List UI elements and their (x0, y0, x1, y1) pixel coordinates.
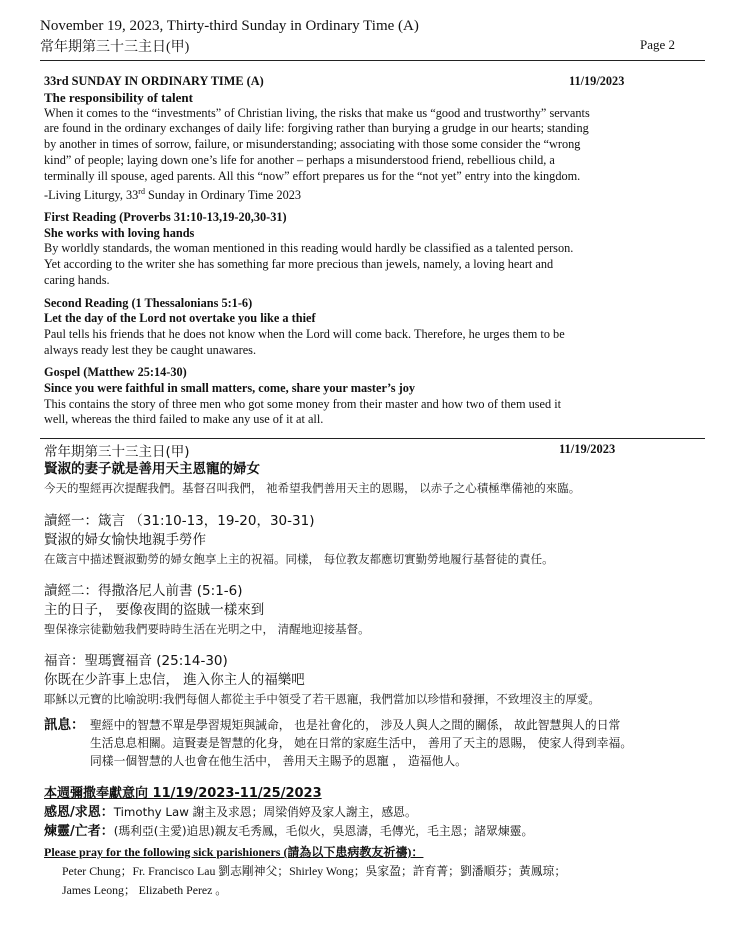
message-label: 訊息： (44, 717, 85, 733)
chinese-gospel-text: 耶穌以元寶的比喻說明:我們每個人都從主手中領受了若干恩寵，我們當加以珍惜和發揮，不致埋沒主的厚愛。 (44, 692, 600, 706)
sick-list-line: James Leong； Elizabeth Perez 。 (62, 883, 228, 897)
intro-line: kind” of people; laying down one’s life for another – perhaps a misunderstood friend, rebellious child, a (44, 152, 555, 167)
second-reading-heading: Second Reading (1 Thessalonians 5:1-6) (44, 295, 253, 310)
first-reading-line: By worldly standards, the woman mentioned in this reading would hardly be classified as a talented person. (44, 241, 574, 256)
chinese-section (44, 441, 708, 708)
message-line: 生活息息相關。這賢妻是智慧的化身， 她在日常的家庭生活中， 善用了天主的恩賜， 使家人得到幸福。 (90, 736, 633, 750)
page-header-chinese-title: 常年期第三十三主日(甲) (40, 40, 190, 55)
intro-line: are found in the ordinary exchanges of daily life: forgiving rather than burying a grudge in our hearts; standing (44, 121, 589, 136)
gospel-subtitle: Since you were faithful in small matters, come, share your master’s joy (44, 381, 416, 396)
souls-label: 煉靈/亡者： (44, 824, 114, 839)
english-intro (44, 106, 708, 185)
intro-line: terminally ill spouse, aged parents. All this “now” effort prepares us for the “not yet” entry into the kingdom. (44, 168, 581, 183)
first-reading-line: caring hands. (44, 272, 110, 287)
second-reading-line: always ready lest they be caught unawares. (44, 342, 257, 357)
chinese-gospel-heading: 福音：聖瑪竇福音 (25:14-30) (44, 653, 228, 669)
chinese-first-reading-subtitle: 賢淑的婦女愉快地親手勞作 (44, 532, 206, 548)
intentions-heading: 本週彌撒奉獻意向 11/19/2023-11/25/2023 (44, 786, 322, 801)
first-reading-line: Yet according to the writer she has something far more precious than jewels, namely, a loving heart and (44, 257, 554, 272)
thanks-label: 感恩/求恩： (44, 805, 114, 820)
message-body (90, 716, 708, 770)
section-divider (40, 438, 705, 439)
chinese-first-reading-text: 在箴言中描述賢淑勤勞的婦女飽享上主的祝福。同樣， 每位教友都應切實勤勞地履行基督徒的責任。 (44, 552, 554, 566)
chinese-second-reading-heading: 讀經二：得撒洛尼人前書 (5:1-6) (44, 583, 243, 599)
english-section-title: 33rd SUNDAY IN ORDINARY TIME (A) (44, 74, 264, 88)
first-reading-subtitle: She works with loving hands (44, 225, 195, 240)
souls-text: (瑪利亞(主愛)追思)親友毛秀鳳，毛似火，吳恩濤，毛傳光，毛主恩；諸眾煉靈。 (113, 824, 534, 838)
header-divider (40, 60, 705, 61)
page-header-title: November 19, 2023, Thirty-third Sunday in Ordinary Time (A) (40, 18, 419, 34)
sick-heading: Please pray for the following sick parishioners (請為以下患病教友祈禱)： (44, 845, 424, 859)
intro-line: When it comes to the “investments” of Christian living, the risks that make us “good and trustworthy” servants (44, 105, 590, 120)
english-section-date: 11/19/2023 (569, 74, 625, 88)
english-theme: The responsibility of talent (44, 90, 193, 105)
english-source (44, 184, 708, 204)
message-line: 聖經中的智慧不單是學習規矩與誡命， 也是社會化的， 涉及人與人之間的關係， 故此智慧與人的日常 (90, 718, 621, 732)
source-text: -Living Liturgy, 33 (44, 188, 139, 203)
sick-list-line: Peter Chung；Fr. Francisco Lau 劉志剛神父；Shirley Wong；吳家盈；許育菁；劉潘順芬；黃鳳琼； (62, 864, 567, 878)
second-reading-subtitle: Let the day of the Lord not overtake you like a thief (44, 311, 316, 326)
chinese-title-row (44, 441, 708, 460)
english-section (44, 74, 708, 428)
chinese-second-reading-text: 聖保祿宗徒勸勉我們要時時生活在光明之中， 清醒地迎接基督。 (44, 622, 370, 636)
intro-line: by another in times of sorrow, failure, or misunderstanding; associating with those some consider the “wrong (44, 137, 581, 152)
chinese-second-reading-subtitle: 主的日子， 要像夜間的盜賊一樣來到 (44, 602, 265, 618)
english-title-row (44, 74, 708, 90)
chinese-first-reading-heading: 讀經一：箴言 （31:10-13，19-20，30-31) (44, 513, 315, 529)
mass-intentions (44, 784, 708, 900)
thanks-row (44, 803, 708, 822)
gospel-line: well, whereas the third failed to make any use of it at all. (44, 412, 324, 427)
gospel-heading: Gospel (Matthew 25:14-30) (44, 365, 187, 380)
chinese-intro: 今天的聖經再次提醒我們。基督召叫我們， 祂希望我們善用天主的恩賜， 以赤子之心積極準備祂的來臨。 (44, 481, 581, 495)
chinese-section-date: 11/19/2023 (559, 442, 616, 456)
chinese-message (44, 716, 708, 770)
source-superscript: rd (138, 187, 145, 197)
source-text-tail: Sunday in Ordinary Time 2023 (144, 188, 302, 203)
gospel-line: This contains the story of three men who got some money from their master and how two of them used it (44, 396, 562, 411)
page-number: Page 2 (640, 37, 676, 52)
second-reading-line: Paul tells his friends that he does not know when the Lord will come back. Therefore, he urges them to be (44, 326, 565, 341)
souls-row (44, 822, 708, 841)
chinese-gospel-subtitle: 你既在少許事上忠信， 進入你主人的福樂吧 (44, 672, 305, 688)
first-reading-heading: First Reading (Proverbs 31:10-13,19-20,30-31) (44, 210, 287, 225)
chinese-theme: 賢淑的妻子就是善用天主恩寵的婦女 (44, 461, 260, 477)
chinese-section-title: 常年期第三十三主日(甲) (44, 444, 190, 460)
message-line: 同樣一個智慧的人也會在他生活中， 善用天主賜予的恩寵 ， 造福他人。 (90, 754, 467, 768)
thanks-text: Timothy Law 謝主及求恩；周梁俏婷及家人謝主，感恩。 (113, 805, 417, 819)
